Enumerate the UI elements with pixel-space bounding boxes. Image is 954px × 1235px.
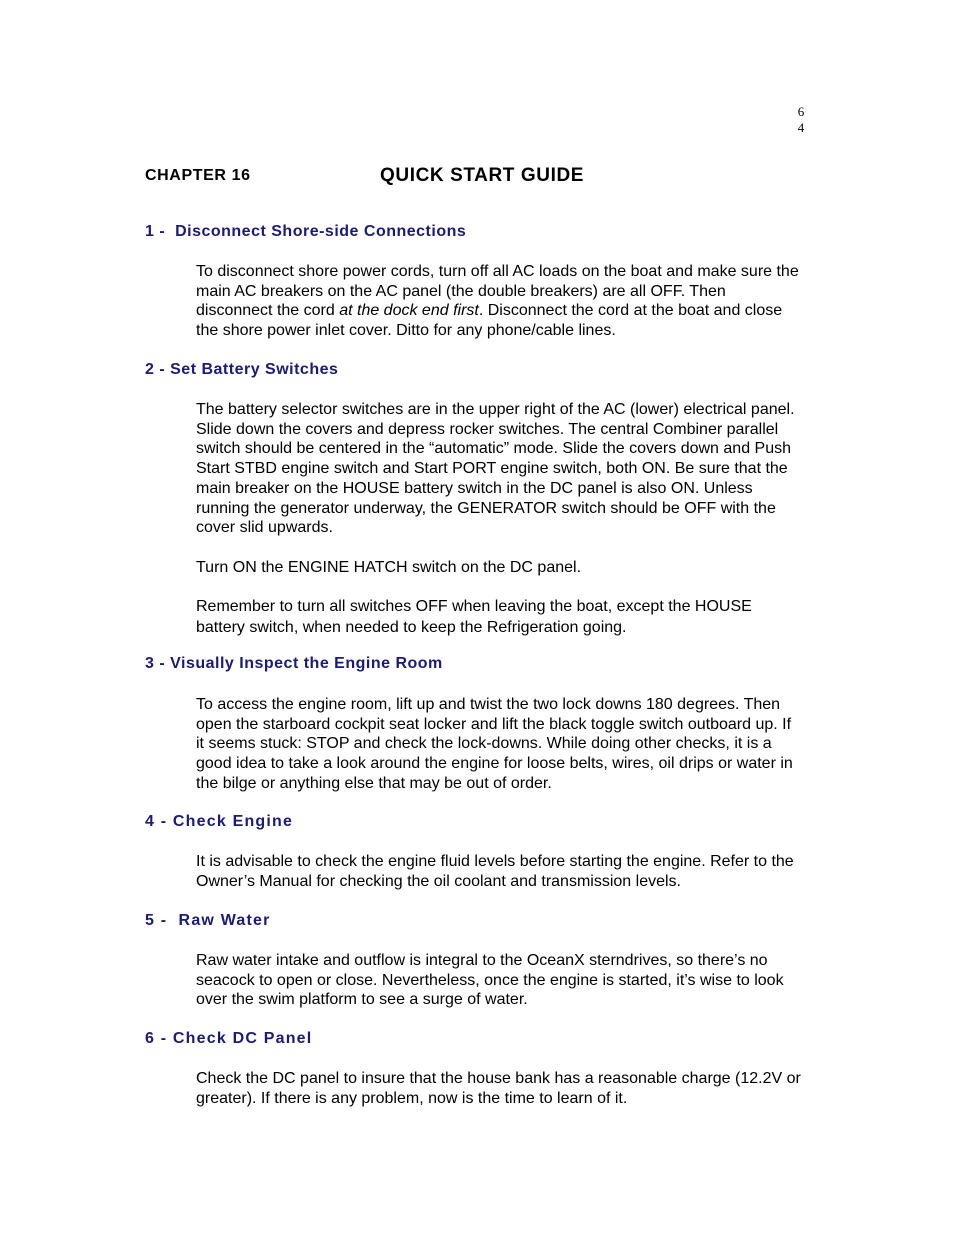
emphasis-text: at the dock end first [339, 302, 479, 320]
section-body [196, 262, 801, 341]
section-heading: 3 - Visually Inspect the Engine Room [145, 655, 443, 672]
page-number [795, 104, 807, 136]
section-body [196, 596, 801, 638]
paragraph: To access the engine room, lift up and twist the two lock downs 180 degrees. Then open the starboard cockpit seat locker and lift the black toggle switch outboard up. If it seems stuck: STOP and check the lock-downs. While doing other checks, it is a good idea to take a look around the engine for loose belts, wires, oil drips or water in the bilge or anything else that may be out of order. [196, 696, 793, 792]
section-heading: 2 - Set Battery Switches [145, 361, 339, 378]
section-body [196, 951, 801, 1010]
paragraph: Turn ON the ENGINE HATCH switch on the DC panel. [196, 559, 582, 576]
paragraph: To disconnect shore power cords, turn off all AC loads on the boat and make sure the main AC breakers on the AC panel (the double breakers) are all OFF. Then disconnect the cord at the dock end first. Disconnect the cord at the boat and close the shore power inlet cover. Ditto for any phone/cable lines. [196, 263, 799, 340]
page-title: QUICK START GUIDE [380, 165, 585, 186]
section-heading: 4 - Check Engine [145, 813, 294, 830]
paragraph: Raw water intake and outflow is integral to the OceanX sterndrives, so there’s no seacock to open or close. Nevertheless, once the engine is started, it’s wise to look over the swim platform to see a surge of water. [196, 952, 784, 1009]
paragraph: The battery selector switches are in the upper right of the AC (lower) electrical panel. Slide down the covers and depress rocker switches. The central Combiner parallel switch should be centered in the “automatic” mode. Slide the covers down and Push Start STBD engine switch and Start PORT engine switch, both ON. Be sure that the main breaker on the HOUSE battery switch in the DC panel is also ON. Unless running the generator underway, the GENERATOR switch should be OFF with the cover slid upwards. [196, 401, 795, 537]
section-body [196, 400, 801, 538]
section-body [196, 1069, 801, 1108]
paragraph: Check the DC panel to insure that the house bank has a reasonable charge (12.2V or greater). If there is any problem, now is the time to learn of it. [196, 1070, 801, 1107]
paragraph: Remember to turn all switches OFF when leaving the boat, except the HOUSE battery switch, when needed to keep the Refrigeration going. [196, 598, 752, 636]
section-body [196, 695, 801, 794]
section-body [196, 852, 801, 891]
chapter-label: CHAPTER 16 [145, 167, 251, 184]
section-body [196, 558, 801, 578]
section-heading: 1 - Disconnect Shore-side Connections [145, 223, 467, 240]
section-heading: 5 - Raw Water [145, 912, 271, 929]
page-number-digit: 6 [797, 104, 805, 119]
paragraph: It is advisable to check the engine fluid levels before starting the engine. Refer to the Owner’s Manual for checking the oil coolant and transmission levels. [196, 853, 794, 890]
section-heading: 6 - Check DC Panel [145, 1030, 313, 1047]
page-number-digit: 4 [797, 120, 805, 135]
